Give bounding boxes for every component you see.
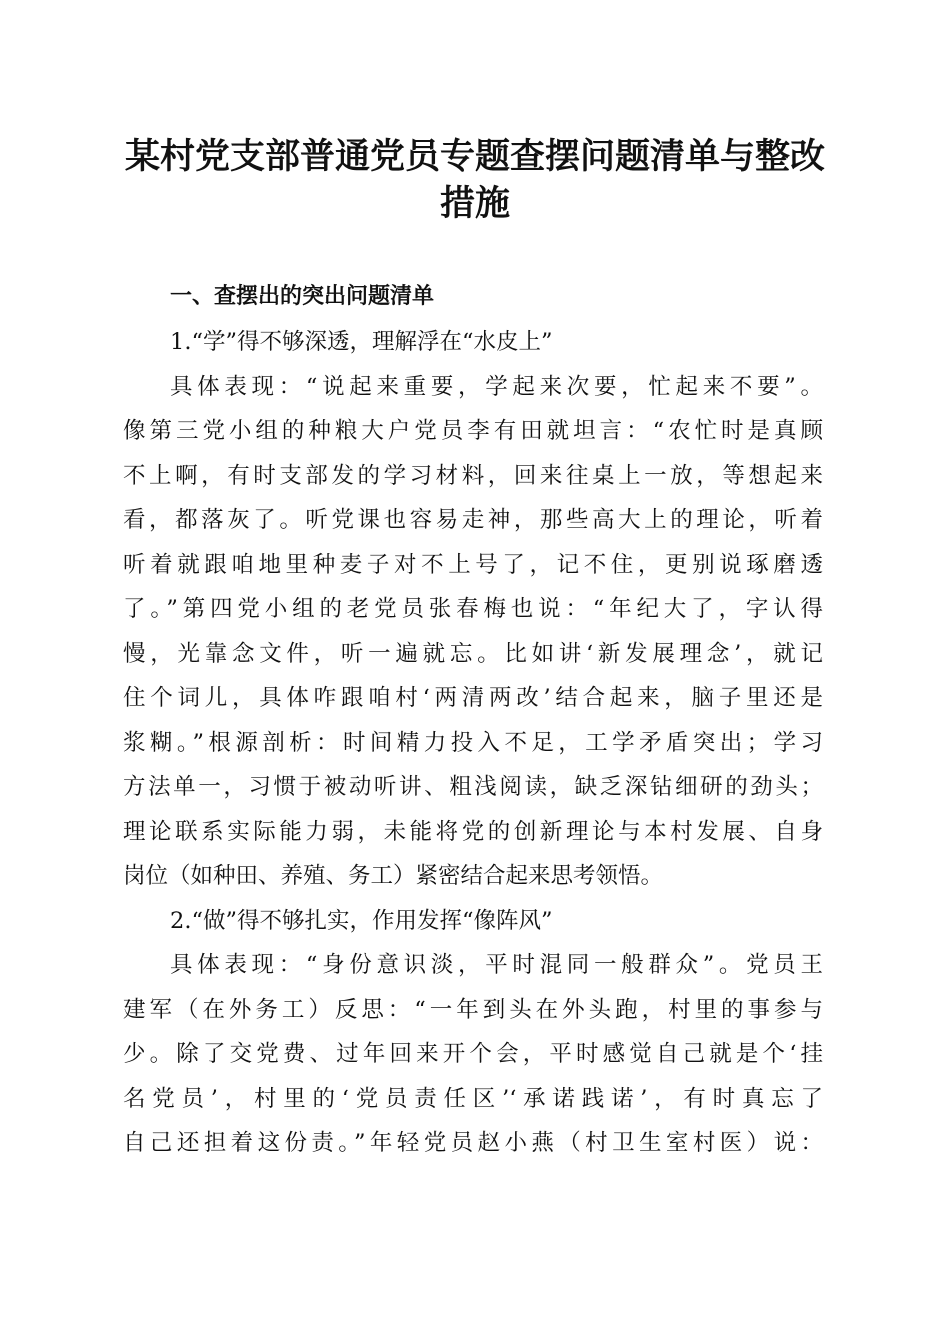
title-line: 某村党支部普通党员专题查摆问题清单与整改	[124, 136, 825, 177]
text-line: 具体表现：“说起来重要，学起来次要，忙起来不要”。	[170, 373, 823, 400]
text-line: 不上啊，有时支部发的学习材料，回来往桌上一放，等想起来	[123, 462, 823, 489]
text-line: 建军（在外务工）反思：“一年到头在外头跑，村里的事参与	[123, 996, 823, 1023]
text-line: 听着就跟咱地里种麦子对不上号了，记不住，更别说琢磨透	[123, 551, 823, 578]
paragraph	[123, 365, 823, 899]
text-line: 具体表现：“身份意识淡，平时混同一般群众”。党员王	[170, 952, 823, 978]
subheading	[123, 320, 823, 365]
document-title	[110, 133, 840, 227]
text-line: 2.“做”得不够扎实，作用发挥“像阵风”	[170, 907, 553, 934]
text-line: 岗位（如种田、养殖、务工）紧密结合起来思考领悟。	[123, 863, 664, 889]
text-line: 理论联系实际能力弱，未能将党的创新理论与本村发展、自身	[123, 818, 823, 845]
text-line: 方法单一，习惯于被动听讲、粗浅阅读，缺乏深钻细研的劲头；	[123, 774, 823, 800]
subheading	[123, 899, 823, 944]
paragraph	[123, 943, 823, 1166]
text-line: 名党员’，村里的‘党员责任区’‘承诺践诺’，有时真忘了	[123, 1085, 823, 1112]
text-line: 了。”第四党小组的老党员张春梅也说：“年纪大了，字认得	[123, 596, 823, 622]
text-line: 住个词儿，具体咋跟咱村‘两清两改’结合起来，脑子里还是	[123, 685, 823, 711]
title-line: 措施	[439, 183, 510, 224]
document-body	[123, 320, 823, 1166]
text-line: 看，都落灰了。听党课也容易走神，那些高大上的理论，听着	[123, 507, 823, 533]
section-heading: 一、查摆出的突出问题清单	[170, 284, 435, 309]
text-line: 1.“学”得不够深透，理解浮在“水皮上”	[170, 329, 553, 355]
text-line: 少。除了交党费、过年回来开个会，平时感觉自己就是个‘挂	[123, 1041, 823, 1067]
text-line: 自己还担着这份责。”年轻党员赵小燕（村卫生室村医）说：	[123, 1130, 823, 1156]
text-line: 慢，光靠念文件，听一遍就忘。比如讲‘新发展理念’，就记	[123, 640, 823, 667]
text-line: 浆糊。”根源剖析：时间精力投入不足，工学矛盾突出；学习	[123, 729, 823, 756]
text-line: 像第三党小组的种粮大户党员李有田就坦言：“农忙时是真顾	[123, 418, 823, 444]
